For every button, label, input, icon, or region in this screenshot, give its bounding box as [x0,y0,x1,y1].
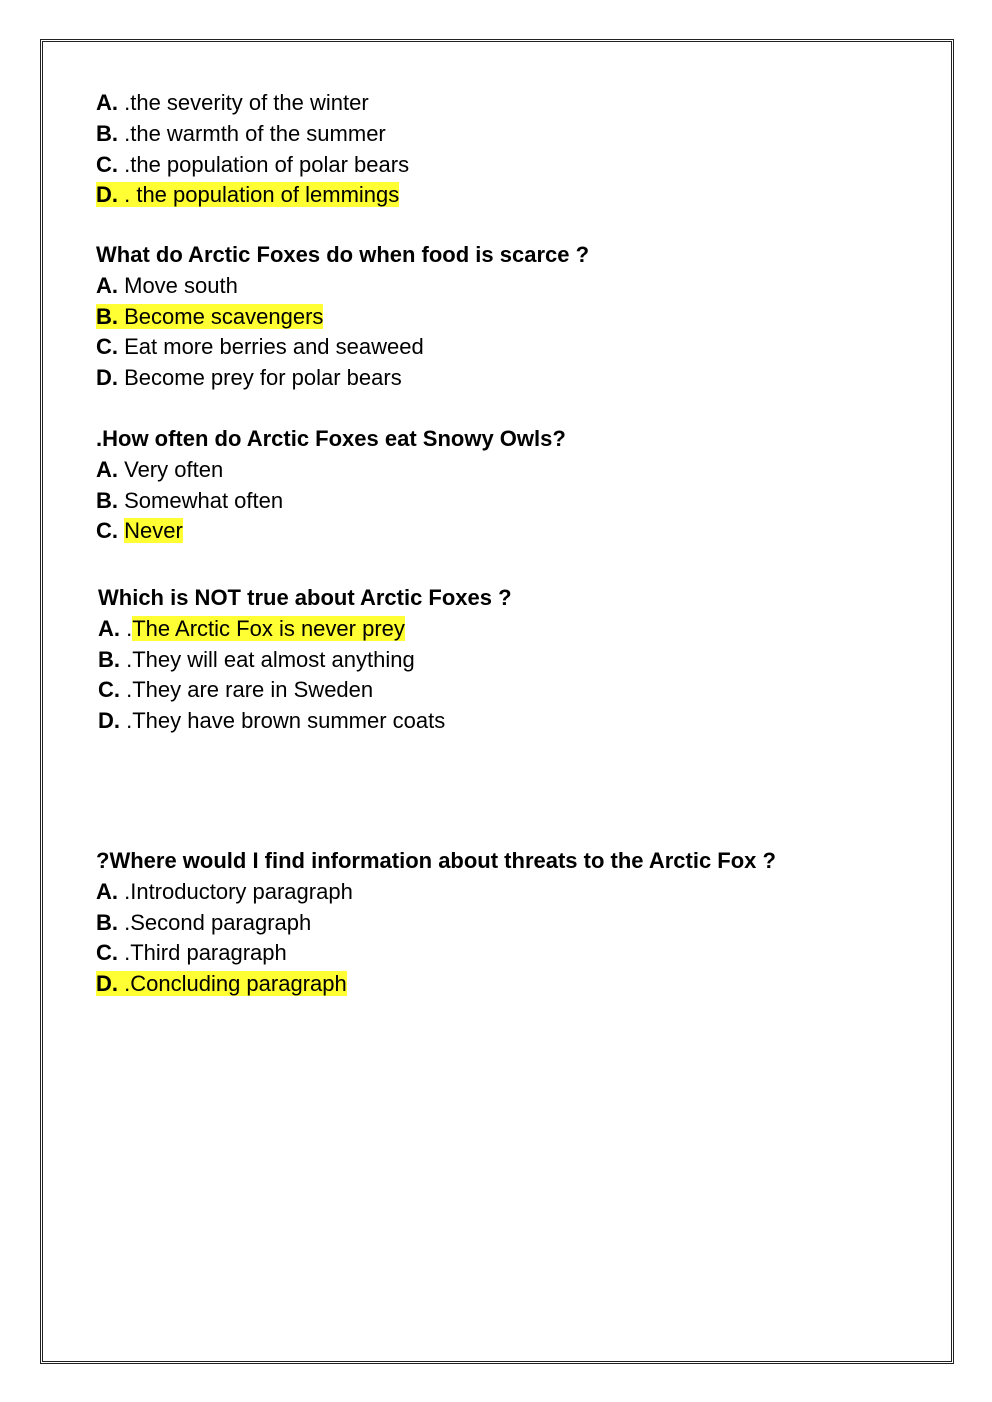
question-text: ?Where would I find information about threats to the Arctic Fox ? [96,848,776,873]
option-d-answer: D. .Concluding paragraph [96,971,347,997]
question-text: What do Arctic Foxes do when food is scarce ? [96,242,590,267]
option-b: B. Somewhat often [96,487,284,513]
question-text: Which is NOT true about Arctic Foxes ? [98,585,512,610]
question-block-4 [98,583,512,737]
option-c: C. .Third paragraph [96,940,287,966]
option-b: B. .They will eat almost anything [98,646,415,672]
question-block-5 [96,846,776,1000]
option-b: B. .Second paragraph [96,909,312,935]
question-block-1 [96,88,409,211]
option-c: C. Eat more berries and seaweed [96,334,424,360]
option-d: D. Become prey for polar bears [96,365,402,391]
option-a: A. Very often [96,456,224,482]
option-b: B. .the warmth of the summer [96,120,386,146]
question-block-3 [96,424,566,547]
option-c: C. .They are rare in Sweden [98,677,374,703]
option-a: A. .Introductory paragraph [96,878,353,904]
option-b-answer: B. Become scavengers [96,303,324,329]
question-block-2 [96,240,589,394]
option-a-answer: A. .The Arctic Fox is never prey [98,615,405,641]
option-c: C. .the population of polar bears [96,151,410,177]
option-a: A. Move south [96,272,238,298]
question-text: .How often do Arctic Foxes eat Snowy Owls? [96,426,566,451]
option-c-answer: C. Never [96,518,183,544]
option-d: D. .They have brown summer coats [98,708,446,734]
option-d-answer: D. . the population of lemmings [96,182,400,208]
option-a: A. .the severity of the winter [96,90,369,115]
